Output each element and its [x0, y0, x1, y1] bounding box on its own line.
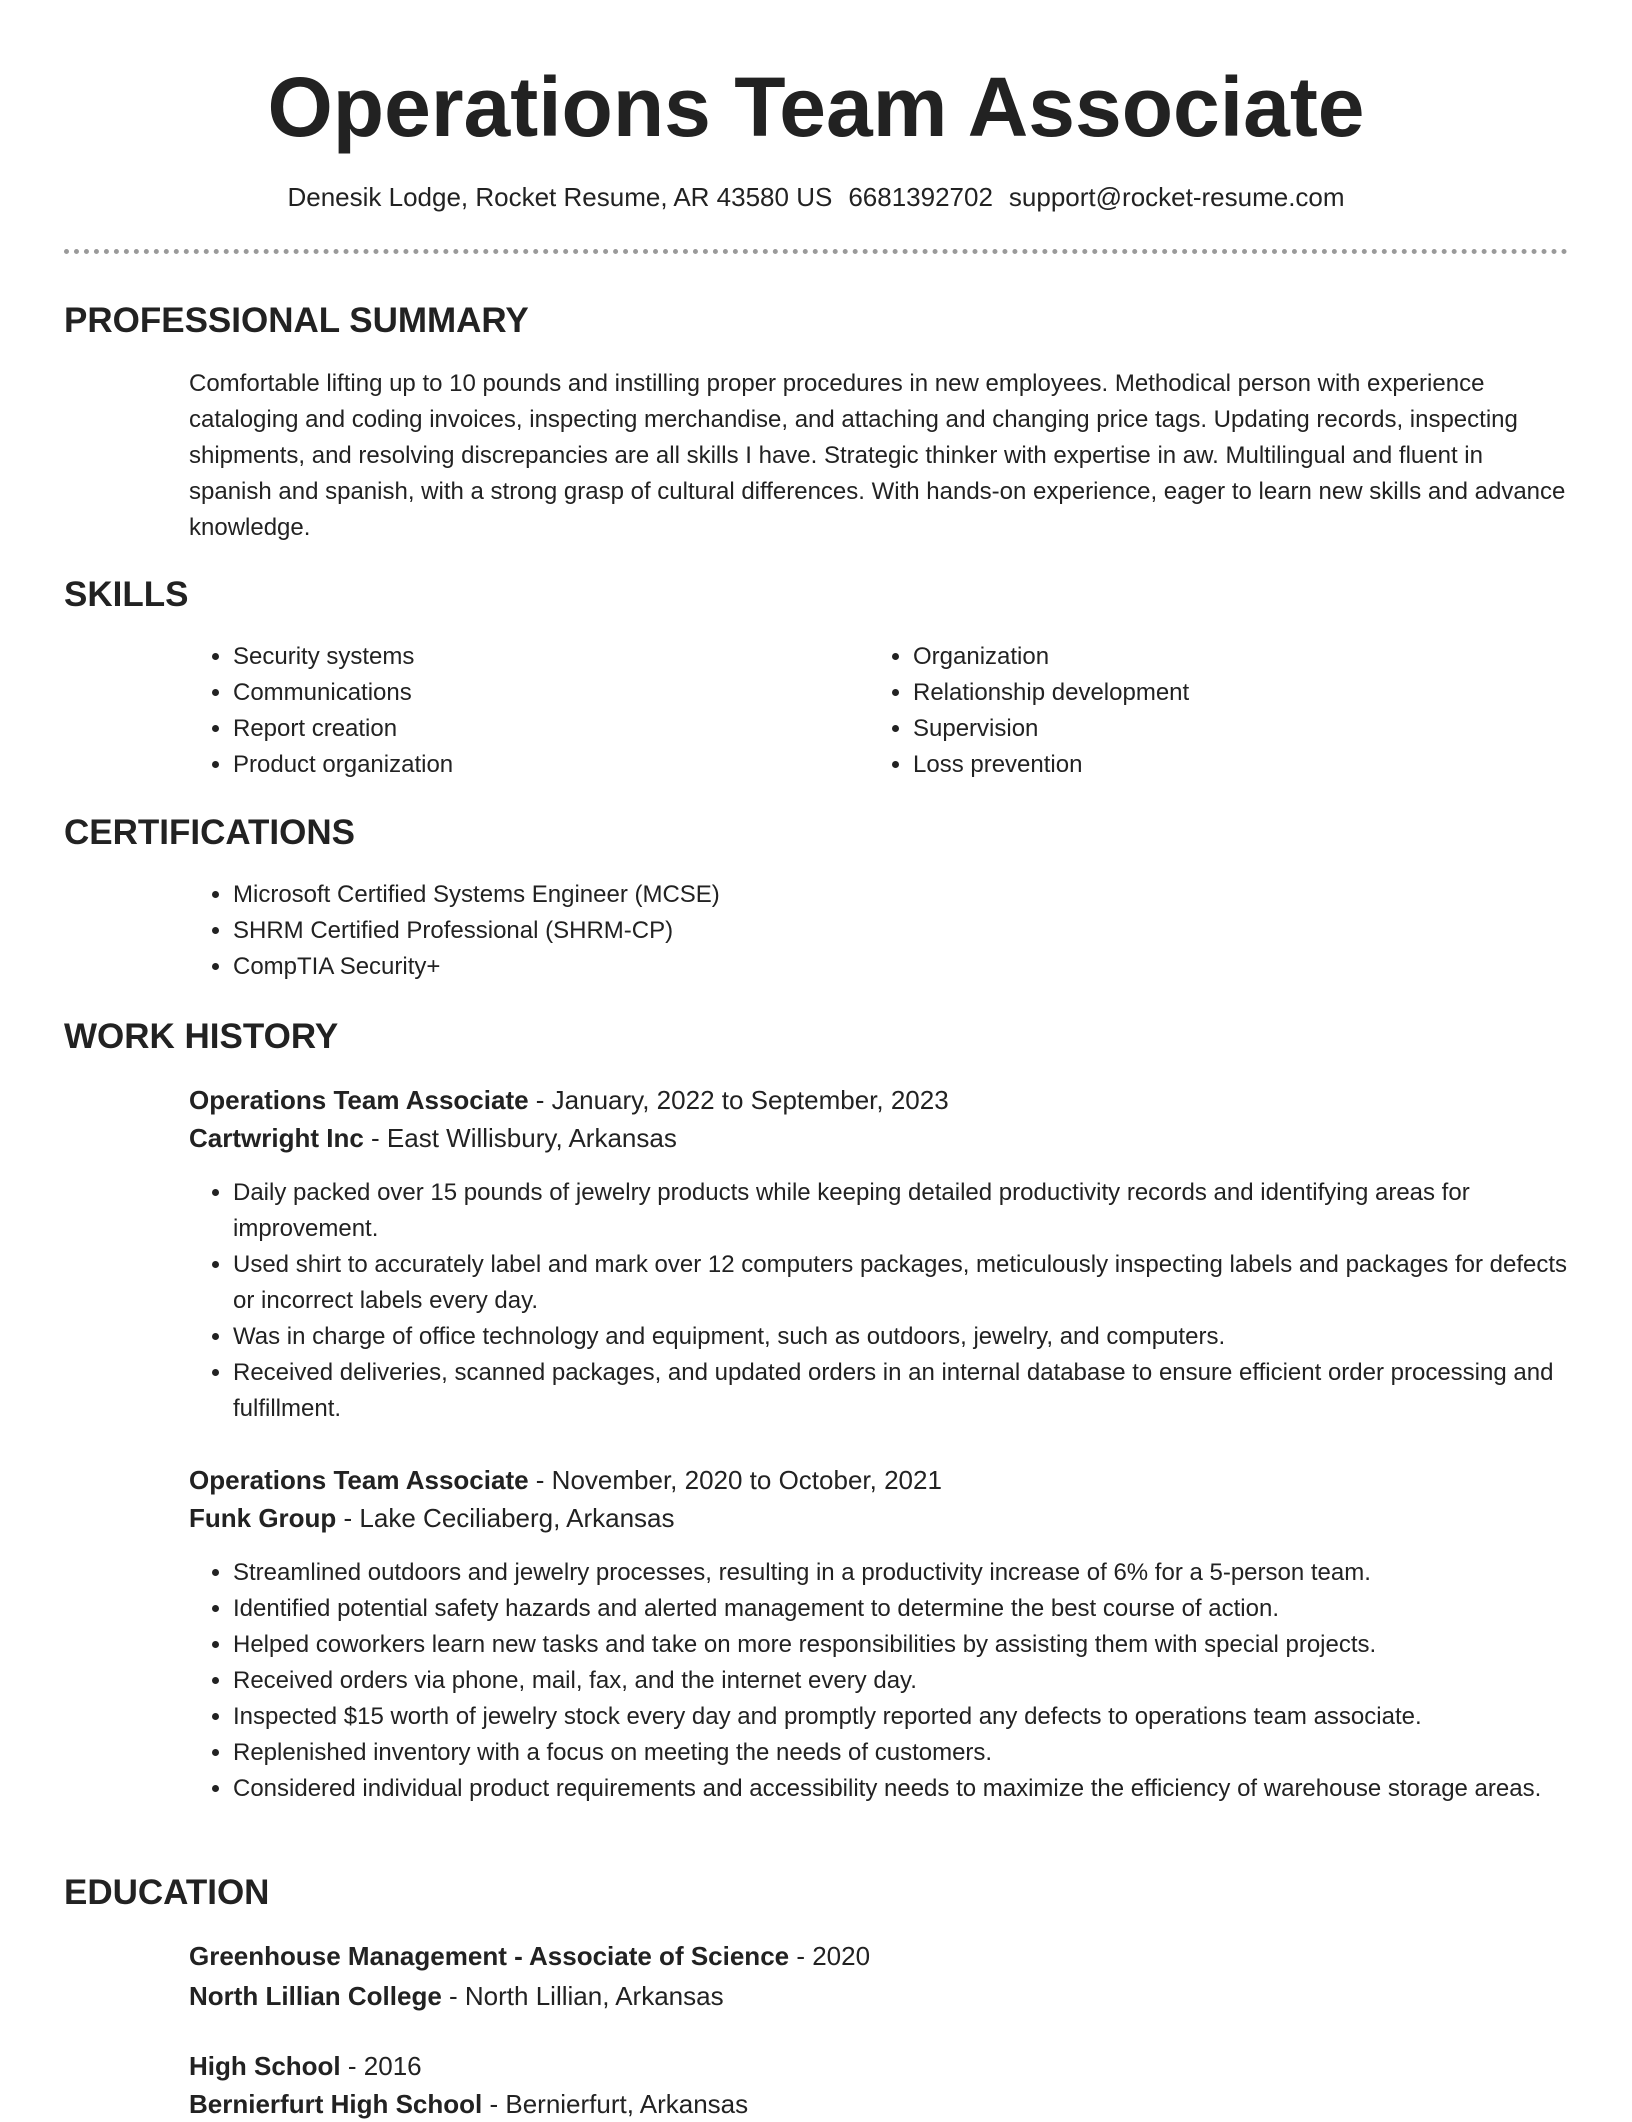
job-bullet: • Streamlined outdoors and jewelry processes, resulting in a productivity increase of 6% for a 5-person team.	[233, 1555, 1569, 1591]
skills-list-right	[869, 639, 1533, 783]
skill-item: • Supervision	[913, 711, 1533, 747]
job-bullet: • Received deliveries, scanned packages, and updated orders in an internal database to ensure efficient order processing and fulfillment.	[233, 1355, 1569, 1427]
certifications-list	[189, 877, 1533, 985]
job-location: - Lake Ceciliaberg, Arkansas	[336, 1503, 675, 1533]
summary-text: Comfortable lifting up to 10 pounds and instilling proper procedures in new employees. Methodical person with experience cataloging and coding invoices, inspecting merchandise, and attaching and changing price tags. Updating records, inspecting shipments, and resolving discrepancies are all skills I have. Strategic thinker with expertise in aw. Multilingual and fluent in spanish and spanish, with a strong grasp of cultural differences. With hands-on experience, eager to learn new skills and advance knowledge.	[189, 370, 1566, 541]
education-school-line	[189, 2086, 748, 2122]
job-bullet: • Used shirt to accurately label and mark over 12 computers packages, meticulously inspecting labels and packages for defects or incorrect labels every day.	[233, 1247, 1569, 1319]
certifications-heading: CERTIFICATIONS	[64, 813, 356, 852]
resume-name: Operations Team Associate	[267, 60, 1365, 154]
job-company-line	[189, 1120, 677, 1156]
skill-item: • Loss prevention	[913, 747, 1533, 783]
job-title-line	[189, 1082, 949, 1118]
job-role: Operations Team Associate	[189, 1085, 529, 1115]
education-year: - 2020	[789, 1941, 871, 1971]
contact-line	[0, 180, 1632, 214]
skill-item: • Report creation	[233, 711, 853, 747]
job-dates: - November, 2020 to October, 2021	[528, 1465, 942, 1495]
education-school: North Lillian College	[189, 1981, 442, 2011]
header-divider	[64, 249, 1568, 254]
skills-heading: SKILLS	[64, 575, 189, 614]
job-bullets	[189, 1555, 1569, 1807]
education-year: - 2016	[340, 2051, 422, 2081]
certification-item: • CompTIA Security+	[233, 949, 1533, 985]
contact-phone: 6681392702	[848, 182, 993, 212]
certification-item: • Microsoft Certified Systems Engineer (MCSE)	[233, 877, 1533, 913]
job-dates: - January, 2022 to September, 2023	[528, 1085, 949, 1115]
skill-item: • Relationship development	[913, 675, 1533, 711]
job-company: Cartwright Inc	[189, 1123, 364, 1153]
skill-item: • Organization	[913, 639, 1533, 675]
job-title-line	[189, 1462, 942, 1498]
education-degree-line	[189, 1938, 870, 1974]
contact-address: Denesik Lodge, Rocket Resume, AR 43580 US	[287, 182, 833, 212]
job-bullet: • Identified potential safety hazards and alerted management to determine the best course of action.	[233, 1591, 1569, 1627]
job-bullet: • Received orders via phone, mail, fax, and the internet every day.	[233, 1663, 1569, 1699]
job-company-line	[189, 1500, 675, 1536]
job-location: - East Willisbury, Arkansas	[363, 1123, 677, 1153]
education-heading: EDUCATION	[64, 1873, 270, 1912]
education-degree: High School	[189, 2051, 341, 2081]
education-school-line	[189, 1978, 724, 2014]
job-bullets	[189, 1175, 1569, 1427]
job-bullet: • Replenished inventory with a focus on meeting the needs of customers.	[233, 1735, 1569, 1771]
work-history-heading: WORK HISTORY	[64, 1017, 339, 1056]
skills-list-left	[189, 639, 853, 783]
job-bullet: • Was in charge of office technology and equipment, such as outdoors, jewelry, and computers.	[233, 1319, 1569, 1355]
job-bullet: • Inspected $15 worth of jewelry stock every day and promptly reported any defects to operations team associate.	[233, 1699, 1569, 1735]
contact-email: support@rocket-resume.com	[1008, 182, 1345, 212]
skill-item: • Security systems	[233, 639, 853, 675]
education-degree-line	[189, 2048, 422, 2084]
job-role: Operations Team Associate	[189, 1465, 529, 1495]
skill-item: • Communications	[233, 675, 853, 711]
job-bullet: • Helped coworkers learn new tasks and take on more responsibilities by assisting them with special projects.	[233, 1627, 1569, 1663]
job-bullet: • Daily packed over 15 pounds of jewelry products while keeping detailed productivity records and identifying areas for improvement.	[233, 1175, 1569, 1247]
certification-item: • SHRM Certified Professional (SHRM-CP)	[233, 913, 1533, 949]
summary-heading: PROFESSIONAL SUMMARY	[64, 301, 529, 340]
skill-item: • Product organization	[233, 747, 853, 783]
education-degree: Greenhouse Management - Associate of Science	[189, 1941, 790, 1971]
job-company: Funk Group	[189, 1503, 337, 1533]
job-bullet: • Considered individual product requirements and accessibility needs to maximize the efficiency of warehouse storage areas.	[233, 1771, 1569, 1807]
education-location: - North Lillian, Arkansas	[441, 1981, 724, 2011]
education-school: Bernierfurt High School	[189, 2089, 483, 2119]
education-location: - Bernierfurt, Arkansas	[482, 2089, 749, 2119]
